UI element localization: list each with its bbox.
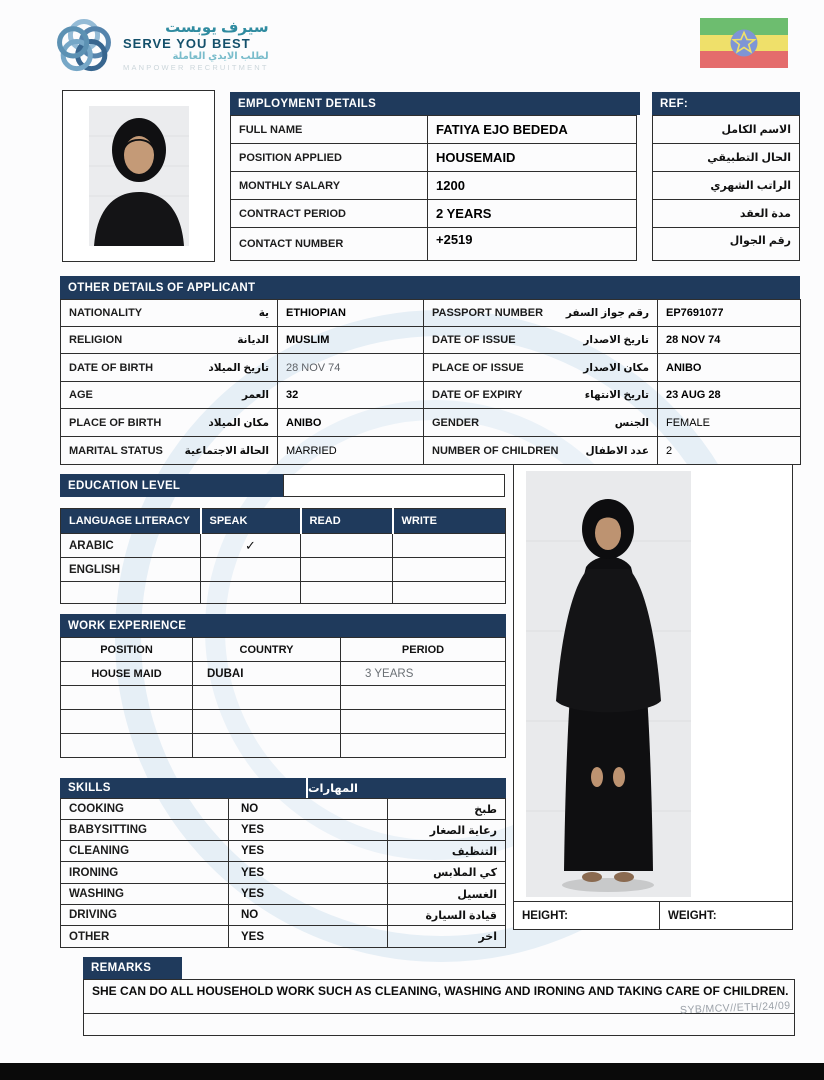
table-row [61, 354, 424, 382]
field-value: 28 NOV 74 [658, 327, 801, 354]
table-row [61, 534, 506, 558]
cell [341, 734, 506, 758]
cell [201, 558, 301, 582]
weight-label: WEIGHT: [668, 909, 717, 922]
table-row [424, 300, 801, 327]
column-header: READ [301, 509, 393, 534]
skill-arabic: قيادة السيارة [388, 905, 506, 926]
table-row [231, 144, 637, 172]
field-label-arabic: ية [258, 307, 269, 319]
field-value: ETHIOPIAN [278, 300, 424, 327]
table-row [61, 558, 506, 582]
skill-arabic: كي الملابس [388, 862, 506, 884]
field-value: EP7691077 [658, 300, 801, 327]
field-value: 1200 [428, 172, 637, 200]
table-header-row [61, 638, 506, 662]
table-row [424, 437, 801, 465]
skill-label: OTHER [61, 926, 229, 948]
column-header: PERIOD [341, 638, 506, 662]
checkmark-icon: ✓ [201, 534, 301, 558]
skill-arabic: طبخ [388, 799, 506, 820]
field-value: 32 [278, 382, 424, 409]
arabic-label: الحال التطبيقي [653, 144, 800, 172]
cell [201, 582, 301, 604]
field-value: MARRIED [278, 437, 424, 465]
field-label: RELIGION [69, 334, 123, 346]
skill-label: COOKING [61, 799, 229, 820]
cell [301, 558, 393, 582]
field-label: MONTHLY SALARY [231, 172, 428, 200]
language-name: ENGLISH [61, 558, 201, 582]
table-row [61, 686, 506, 710]
experience-country: DUBAI [193, 662, 341, 686]
ethiopia-flag [700, 18, 788, 68]
other-details-left-table [60, 299, 424, 465]
field-value: HOUSEMAID [428, 144, 637, 172]
table-row [61, 662, 506, 686]
field-label: NUMBER OF CHILDREN [432, 444, 559, 457]
field-label: PASSPORT NUMBER [432, 307, 544, 319]
brand-tagline-english: MANPOWER RECRUITMENT [123, 63, 269, 72]
skill-label: BABYSITTING [61, 820, 229, 841]
table-row [61, 582, 506, 604]
table-row [653, 228, 800, 261]
language-name: ARABIC [61, 534, 201, 558]
height-label: HEIGHT: [514, 902, 660, 929]
work-experience-table [60, 637, 506, 758]
skill-value: YES [229, 820, 388, 841]
fullbody-photo-panel [513, 464, 793, 930]
language-literacy-table [60, 508, 506, 604]
skill-value: NO [229, 905, 388, 926]
skills-section-title [60, 778, 506, 798]
field-label: DATE OF ISSUE [432, 334, 516, 346]
field-label: MARITAL STATUS [69, 444, 163, 457]
ref-header [652, 92, 800, 115]
skill-arabic: رعاية الصغار [388, 820, 506, 841]
section-title-text: WORK EXPERIENCE [68, 619, 187, 632]
employment-table [230, 115, 637, 261]
skill-value: NO [229, 799, 388, 820]
section-title-text: OTHER DETAILS OF APPLICANT [68, 281, 256, 294]
employment-arabic-labels [652, 115, 800, 261]
remarks-text: SHE CAN DO ALL HOUSEHOLD WORK SUCH AS CLEANING, WASHING AND IRONING AND TAKING CARE OF CHILDREN. [92, 984, 789, 998]
brand-name-arabic: سيرف يوبست [165, 19, 269, 36]
field-value: MUSLIM [278, 327, 424, 354]
skill-value: YES [229, 841, 388, 862]
bottom-edge-strip [0, 1063, 824, 1080]
table-header-row [61, 509, 506, 534]
reference-code: SYB/MCV//ETH/24/09 [679, 999, 791, 1017]
remarks-box [83, 979, 795, 1036]
field-label-arabic: مكان الميلاد [208, 416, 269, 429]
table-row [61, 884, 506, 905]
table-row [653, 200, 800, 228]
field-value: +2519 [428, 228, 637, 261]
cell [341, 710, 506, 734]
brand-name-english: SERVE YOU BEST [123, 36, 251, 51]
field-label-arabic: رقم جواز السفر [565, 307, 649, 319]
field-label: FULL NAME [231, 116, 428, 144]
skill-value: YES [229, 926, 388, 948]
table-row [61, 327, 424, 354]
table-row [61, 437, 424, 465]
table-row [424, 382, 801, 409]
brand-header [55, 12, 269, 80]
brand-logo-icon [55, 17, 113, 75]
field-value: 2 YEARS [428, 200, 637, 228]
field-label: CONTACT NUMBER [231, 228, 428, 261]
ref-label: REF: [660, 97, 689, 110]
field-label-arabic: تاريخ الميلاد [208, 361, 269, 374]
field-label: NATIONALITY [69, 307, 143, 319]
field-value: 23 AUG 28 [658, 382, 801, 409]
remarks-section-title [83, 957, 182, 979]
field-label-arabic: الديانة [237, 334, 269, 346]
cell [393, 582, 506, 604]
field-label: PLACE OF BIRTH [69, 416, 162, 429]
section-title-text: EMPLOYMENT DETAILS [238, 97, 377, 110]
field-label: DATE OF EXPIRY [432, 389, 523, 401]
field-value: 28 NOV 74 [278, 354, 424, 382]
field-label-arabic: الحالة الاجتماعية [184, 444, 269, 457]
table-row [424, 409, 801, 437]
other-details-section-title [60, 276, 800, 299]
section-title-text: SKILLS [68, 782, 111, 794]
field-value: ANIBO [658, 354, 801, 382]
cell [301, 582, 393, 604]
cell [393, 558, 506, 582]
skill-label: DRIVING [61, 905, 229, 926]
cell [61, 734, 193, 758]
field-label: PLACE OF ISSUE [432, 361, 524, 374]
table-row [61, 799, 506, 820]
field-label: POSITION APPLIED [231, 144, 428, 172]
skill-arabic: التنظيف [388, 841, 506, 862]
table-row [231, 200, 637, 228]
column-header: LANGUAGE LITERACY [61, 509, 201, 534]
skill-arabic: الغسيل [388, 884, 506, 905]
table-row [61, 409, 424, 437]
cell [193, 686, 341, 710]
skill-value: YES [229, 862, 388, 884]
cell [61, 710, 193, 734]
height-weight-row [514, 901, 792, 929]
skill-label: WASHING [61, 884, 229, 905]
field-value: FATIYA EJO BEDEDA [428, 116, 637, 144]
table-row [653, 144, 800, 172]
table-row [61, 734, 506, 758]
arabic-label: مدة العقد [653, 200, 800, 228]
table-row [61, 905, 506, 926]
cell [301, 534, 393, 558]
field-value: FEMALE [658, 409, 801, 437]
cell [393, 534, 506, 558]
cell [61, 582, 201, 604]
other-details-right-table [423, 299, 801, 465]
experience-period: 3 YEARS [341, 662, 506, 686]
field-label-arabic: العمر [241, 389, 269, 401]
table-row [61, 862, 506, 884]
arabic-label: رقم الجوال [653, 228, 800, 261]
cell [341, 686, 506, 710]
cell [193, 734, 341, 758]
education-value-box [283, 474, 505, 497]
field-value: 2 [658, 437, 801, 465]
field-label-arabic: عدد الاطفال [585, 444, 649, 457]
arabic-label: الاسم الكامل [653, 116, 800, 144]
skill-value: YES [229, 884, 388, 905]
table-row [61, 820, 506, 841]
arabic-label: الراتب الشهري [653, 172, 800, 200]
column-header: SPEAK [201, 509, 301, 534]
table-row [653, 172, 800, 200]
table-row [61, 926, 506, 948]
field-label-arabic: تاريخ الاصدار [583, 334, 649, 346]
employment-section-title [230, 92, 640, 115]
experience-position: HOUSE MAID [61, 662, 193, 686]
skills-table [60, 798, 506, 948]
cell [193, 710, 341, 734]
field-value: ANIBO [278, 409, 424, 437]
field-label-arabic: الجنس [614, 416, 649, 429]
table-row [61, 710, 506, 734]
table-row [231, 172, 637, 200]
column-header: COUNTRY [193, 638, 341, 662]
education-section-title [60, 474, 283, 497]
column-header: WRITE [393, 509, 506, 534]
field-label: AGE [69, 389, 93, 401]
table-row [424, 327, 801, 354]
table-row [231, 116, 637, 144]
field-label: DATE OF BIRTH [69, 361, 154, 374]
field-label-arabic: تاريخ الانتهاء [584, 389, 649, 401]
field-label: GENDER [432, 416, 480, 429]
field-label: CONTRACT PERIOD [231, 200, 428, 228]
table-row [231, 228, 637, 261]
field-label-arabic: مكان الاصدار [583, 361, 649, 374]
work-experience-section-title [60, 614, 506, 637]
table-row [61, 841, 506, 862]
skill-arabic: اخر [388, 926, 506, 948]
brand-tagline-arabic: لطلب الايدي العاملة [172, 51, 269, 62]
column-header: POSITION [61, 638, 193, 662]
skill-label: CLEANING [61, 841, 229, 862]
fullbody-photo [526, 471, 691, 897]
section-title-text: REMARKS [91, 962, 152, 974]
table-row [61, 300, 424, 327]
applicant-headshot-photo [62, 90, 215, 262]
section-title-arabic: المهارات [306, 778, 506, 798]
skill-label: IRONING [61, 862, 229, 884]
cell [61, 686, 193, 710]
table-row [61, 382, 424, 409]
table-row [653, 116, 800, 144]
section-title-text: EDUCATION LEVEL [68, 479, 181, 492]
table-row [424, 354, 801, 382]
